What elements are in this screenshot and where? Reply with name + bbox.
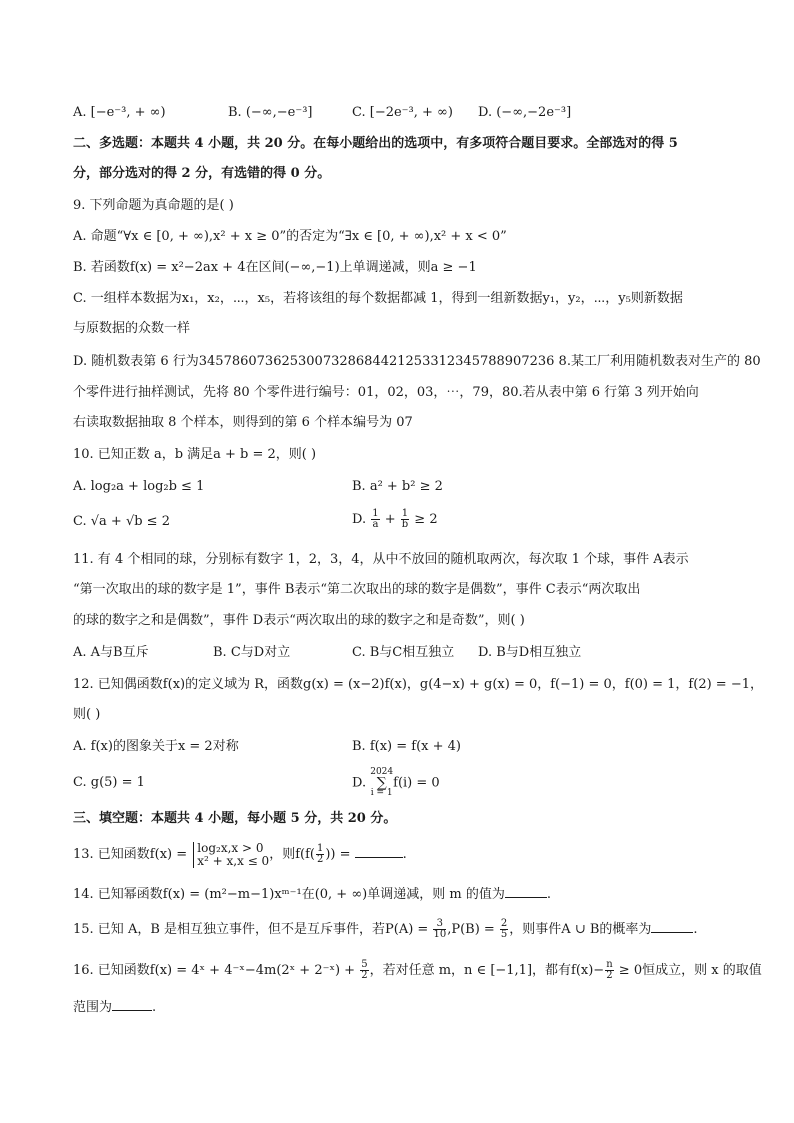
summation-symbol: 2024 ∑ i = 1 [370, 767, 394, 798]
q11-option-b: B. C与D对立 [213, 645, 291, 660]
fraction-pb: $\frac{2}{5}$ [500, 918, 508, 940]
q9-option-c-line1: C. 一组样本数据为x₁，x₂，⋯，x₅，若将该组的每个数据都减 1，得到一组新数据y₁，y₂，⋯，y₅则新数据 [73, 291, 683, 306]
section3-header: 三、填空题：本题共 4 小题，每小题 5 分，共 20 分。 [73, 811, 397, 826]
q13: 13. 已知函数f(x) = log₂x,x > 0 x² + x,x ≤ 0 ，则f(f( $\frac{1}{2}$ )) = . [73, 840, 407, 868]
q11-option-a: A. A与B互斥 [73, 645, 149, 660]
q13-prefix: 13. 已知函数f(x) = [73, 847, 192, 862]
q9-option-a: A. 命题“∀x ∈ [0, + ∞),x² + x ≥ 0”的否定为“∃x ∈ [0, + ∞),x² + x < 0” [73, 229, 507, 244]
piecewise-brace: log₂x,x > 0 x² + x,x ≤ 0 [193, 842, 269, 868]
q10-option-b: B. a² + b² ≥ 2 [352, 479, 443, 494]
q12-option-d [352, 768, 440, 798]
q12-option-a: A. f(x)的图象关于x = 2对称 [73, 739, 239, 754]
q8-option-b: B. (−∞,−e⁻³] [228, 105, 313, 120]
q14-answer-blank [505, 885, 547, 898]
q11-line3: 的球的数字之和是偶数”，事件 D表示“两次取出的球的数字之和是奇数”，则( ) [73, 613, 525, 628]
q15-prefix: 15. 已知 A，B 是相互独立事件，但不是互斥事件，若P(A) = [73, 922, 433, 937]
q10-option-d: D. $\frac{1}{a}$ + $\frac{1}{b}$ ≥ 2 [352, 508, 438, 530]
q11-line2: “第一次取出的球的数字是 1”，事件 B表示“第二次取出的球的数字是偶数”，事件 C表示“两次取出 [73, 582, 641, 597]
q10-option-d-prefix: D. [352, 512, 371, 527]
q11-option-d: D. B与D相互独立 [478, 645, 582, 660]
q9-option-d-line1: D. 随机数表第 6 行为3457860736253007328684421253312345788907236 8.某工厂利用随机数表对生产的 80 [73, 354, 761, 369]
q16-suffix: ≥ 0恒成立，则 x 的取值 [614, 963, 762, 978]
q16-line1 [73, 958, 762, 984]
q8-option-c: C. [−2e⁻³, + ∞) [352, 105, 453, 120]
q12-line1: 12. 已知偶函数f(x)的定义域为 R，函数g(x) = (x−2)f(x)，g(4−x) + g(x) = 0，f(−1) = 0，f(0) = 1，f(2) = −1， [73, 677, 763, 692]
q9-option-d-line3: 右读取数据抽取 8 个样本，则得到的第 6 个样本编号为 07 [73, 415, 413, 430]
q8-option-a: A. [−e⁻³, + ∞) [73, 105, 166, 120]
section2-line1: 二、多选题：本题共 4 小题，共 20 分。在每小题给出的选项中，有多项符合题目要求。全部选对的得 5 [73, 136, 678, 151]
q16-line2: 范围为 . [73, 1000, 157, 1015]
fraction-half: $\frac{1}{2}$ [316, 843, 324, 865]
q16-answer-blank [112, 998, 152, 1011]
section2-line2: 分，部分选对的得 2 分，有选错的得 0 分。 [73, 166, 331, 181]
q10-option-a: A. log₂a + log₂b ≤ 1 [73, 479, 205, 494]
fraction-1-over-b: $\frac{1}{b}$ [401, 508, 409, 530]
q12-option-b: B. f(x) = f(x + 4) [352, 739, 461, 754]
q9-option-d-line2: 个零件进行抽样测试，先将 80 个零件进行编号：01，02，03，⋯，79，80.若从表中第 6 行第 3 列开始向 [73, 385, 699, 400]
q9-stem: 9. 下列命题为真命题的是( ) [73, 198, 234, 213]
q13-answer-blank [355, 845, 403, 858]
q15: 15. 已知 A，B 是相互独立事件，但不是互斥事件，若P(A) = $\frac{3}{10}$ ,P(B) = $\frac{2}{5}$ ，则事件A ∪ B的概率为 . [73, 918, 698, 940]
q10-stem: 10. 已知正数 a，b 满足a + b = 2，则( ) [73, 447, 317, 462]
q11-option-c: C. B与C相互独立 [352, 645, 455, 660]
q11-line1: 11. 有 4 个相同的球，分别标有数字 1，2，3，4，从中不放回的随机取两次，每次取 1 个球，事件 A表示 [73, 552, 689, 567]
q14-text: 14. 已知幂函数f(x) = (m²−m−1)xᵐ⁻¹在(0, + ∞)单调递减，则 m 的值为 [73, 887, 505, 902]
q15-answer-blank [651, 920, 693, 933]
q8-option-d: D. (−∞,−2e⁻³] [478, 105, 572, 120]
fraction-5-over-2: $\frac{5}{2}$ [361, 959, 368, 981]
q12-option-d-prefix: D. [352, 775, 371, 791]
q16-mid: ，若对任意 m，n ∈ [−1,1]，都有f(x)− [369, 963, 605, 978]
q13-mid: ，则f(f( [269, 847, 315, 862]
q9-option-c-line2: 与原数据的众数一样 [73, 321, 191, 336]
q12-option-d-suffix: f(i) = 0 [393, 775, 440, 791]
q12-line2: 则( ) [73, 707, 101, 722]
q14: 14. 已知幂函数f(x) = (m²−m−1)xᵐ⁻¹在(0, + ∞)单调递减，则 m 的值为 . [73, 887, 551, 902]
q15-suffix: ，则事件A ∪ B的概率为 [509, 922, 652, 937]
q10-option-c: C. √a + √b ≤ 2 [73, 514, 170, 529]
q16-prefix: 16. 已知函数f(x) = 4ˣ + 4⁻ˣ−4m(2ˣ + 2⁻ˣ) + [73, 963, 360, 978]
q9-option-b: B. 若函数f(x) = x²−2ax + 4在区间(−∞,−1)上单调递减，则a ≥ −1 [73, 260, 477, 275]
fraction-1-over-a: $\frac{1}{a}$ [372, 508, 379, 530]
fraction-n-over-2: $\frac{n}{2}$ [606, 959, 613, 981]
q10-option-d-suffix: ≥ 2 [410, 512, 438, 527]
q16-line2-text: 范围为 [73, 1000, 113, 1015]
fraction-pa: $\frac{3}{10}$ [433, 918, 447, 940]
q12-option-c: C. g(5) = 1 [73, 775, 145, 790]
q13-suffix: )) = [325, 847, 355, 862]
q15-mid: ,P(B) = [447, 922, 499, 937]
